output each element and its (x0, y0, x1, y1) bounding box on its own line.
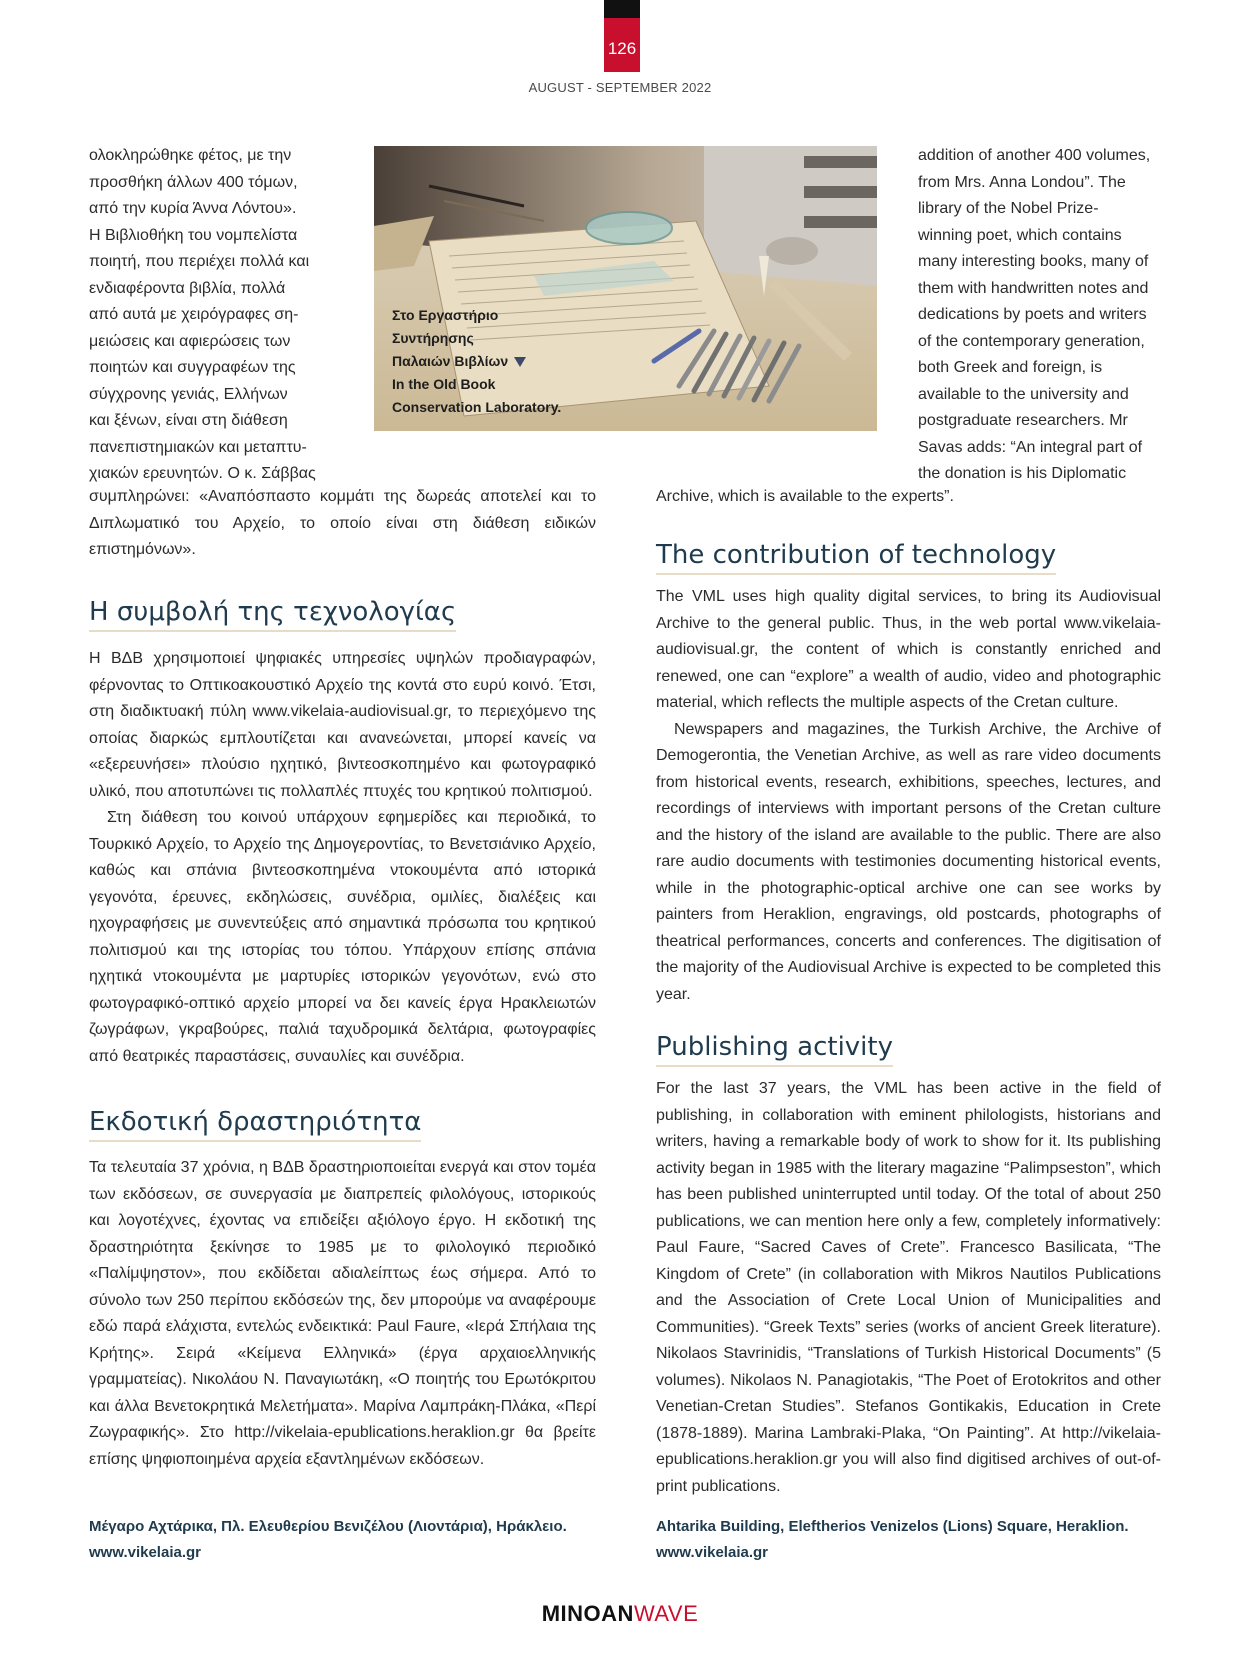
english-tech-body (656, 584, 1161, 1008)
greek-intro (89, 143, 332, 488)
english-intro-line: many interesting books, many of (918, 253, 1149, 270)
brand-logo (0, 1601, 1240, 1627)
greek-intro-line: ποιητών και συγγραφέων της (89, 359, 296, 376)
english-address-block (656, 1514, 1161, 1566)
caption-line-with-arrow (392, 350, 592, 373)
english-tech-heading-text: The contribution of technology (656, 540, 1056, 575)
greek-intro-line: προσθήκη άλλων 400 τόμων, (89, 173, 298, 191)
greek-intro-line: χιακών ερευνητών. Ο κ. Σάββας (89, 465, 316, 482)
page-number: 126 (607, 39, 637, 58)
english-intro-line: postgraduate researchers. Mr (918, 412, 1128, 429)
page-marker-cap (604, 0, 640, 18)
greek-publishing-heading (89, 1107, 421, 1142)
caption-line: Συντήρησης (392, 330, 474, 346)
english-tech-paragraph-2: Newspapers and magazines, the Turkish Archive, the Archive of Demogerontia, the Venetian Archive, as well as rare video documents from historical events, research, exhibitions, speeches, lectures, and recordings of interviews with important persons of the Cretan culture and the history of the island are available to the public. There are also rare audio documents with testimonies documenting historical events, while in the photographic-optical archive one can see works by painters from Heraklion, engravings, old postcards, photographs of theatrical performances, concerts and conferences. The digitisation of the majority of the Audiovisual Archive is expected to be completed this year. (656, 720, 1161, 1003)
greek-intro-line: σύγχρονης γενιάς, Ελλήνων (89, 385, 288, 403)
greek-tech-paragraph-1: Η ΒΔΒ χρησιμοποιεί ψηφιακές υπηρεσίες υψηλών προδιαγραφών, φέρνοντας το Οπτικοακουστικό Αρχείο της κοντά στο ευρύ κοινό. Έτσι, στη διαδικτυακή πύλη www.vikelaia-audiovisual.gr, το περιεχόμενο της οποίας διαρκώς εμπλουτίζεται και ανανεώνεται, μπορεί κανείς να «εξερευνήσει» πλούσιο ηχητικό, βιντεοσκοπημένο και φωτογραφικό υλικό, που αποτυπώνει τις πολλαπλές πτυχές του κρητικού πολιτισμού. (89, 650, 596, 800)
greek-tech-paragraph-2: Στη διάθεση του κοινού υπάρχουν εφημερίδες και περιοδικά, το Τουρκικό Αρχείο, το Αρχείο της Δημογεροντίας, το Βενετσιάνικο Αρχείο, καθώς και σπάνια βιντεοσκοπημένα ντοκουμέντα από ιστορικά γεγονότα, έρευνες, εκδηλώσεις, συνέδρια, ομιλίες, διαλέξεις και ηχογραφήσεις με συνεντεύξεις από σημαντικά πρόσωπα του κρητικού πολιτισμού και της ιστορίας του τόπου. Υπάρχουν επίσης σπάνια ηχητικά ντοκουμέντα με μαρτυρίες ιστορικών γεγονότων, ενώ στο φωτογραφικό-οπτικό αρχείο μπορεί να δει κανείς έργα Ηρακλειωτών ζωγράφων, γκραβούρες, παλιά ταχυδρομικά δελτάρια, φωτογραφίες από θεατρικές παραστάσεις, συναυλίες και συνέδρια. (89, 809, 596, 1065)
caption-line: Παλαιών Βιβλίων (392, 353, 509, 369)
english-main-column (656, 484, 1161, 511)
greek-intro-line: ενδιαφέροντα βιβλία, πολλά (89, 279, 286, 297)
caption-line: Conservation Laboratory. (392, 399, 562, 415)
english-intro-line: addition of another 400 volumes, (918, 147, 1151, 164)
english-tech-paragraph-1: The VML uses high quality digital services, to bring its Audiovisual Archive to the general public. Thus, in the web portal www.vikelaia-audiovisual.gr, the content of which is constantly enriched and renewed, one can “explore” a wealth of audio, video and photographic material, which reflects the multiple aspects of the Cretan culture. (656, 588, 1161, 711)
greek-tech-body (89, 646, 596, 1070)
greek-website-link[interactable]: www.vikelaia.gr (89, 1544, 201, 1561)
greek-address-block (89, 1514, 596, 1566)
english-intro-line: dedications by poets and writers (918, 306, 1147, 323)
english-intro-line: from Mrs. Anna Londou”. The (918, 173, 1126, 191)
greek-main-column (89, 484, 596, 564)
english-intro (918, 143, 1161, 488)
greek-tech-heading-text: Η συμβολή της τεχνολογίας (89, 597, 456, 632)
english-intro-line: both Greek and foreign, is (918, 359, 1103, 376)
english-publishing-heading-text: Publishing activity (656, 1032, 893, 1067)
greek-intro-line: Η Βιβλιοθήκη του νομπελίστα (89, 226, 298, 244)
triangle-down-icon (514, 357, 526, 367)
greek-publishing-paragraph: Τα τελευταία 37 χρόνια, η ΒΔΒ δραστηριοποιείται ενεργά και στον τομέα των εκδόσεων, σε συνεργασία με διαπρεπείς φιλολόγους, ιστορικούς και λογοτέχνες, έχοντας να επιδείξει αξιόλογο έργο. Η εκδοτική της δραστηριότητα ξεκίνησε το 1985 με το φιλολογικό περιοδικό «Παλίμψηστον», που εκδίδεται αδιαλείπτως έως σήμερα. Από το σύνολο των 250 περίπου εκδόσεών της, δεν μπορούμε να αναφέρουμε εδώ παρά ελάχιστα, εντελώς ενδεικτικά: Paul Faure, «Ιερά Σπήλαια της Κρήτης». Σειρά «Κείμενα Ελληνικά» (έργα αρχαιοελληνικής γραμματείας). Νικολάου Ν. Παναγιωτάκη, «Ο ποιητής του Ερωτόκριτου και άλλα Βενετοκρητικά Μελετήματα». Μαρίνα Λαμπράκη-Πλάκα, «Περί Ζωγραφικής». Στο http://vikelaia-epublications.heraklion.gr θα βρείτε επίσης ψηφιοποιημένα αρχεία εξαντλημένων εκδόσεων. (89, 1159, 596, 1468)
english-intro-line: them with handwritten notes and (918, 279, 1149, 297)
photo-caption (392, 304, 592, 419)
english-intro-end: Archive, which is available to the experts”. (656, 488, 954, 505)
greek-intro-line: μειώσεις και αφιερώσεις των (89, 332, 291, 350)
caption-line: In the Old Book (392, 376, 496, 392)
greek-intro-line: και ξένων, είναι στη διάθεση (89, 412, 288, 429)
greek-publishing-body (89, 1155, 596, 1473)
english-tech-heading (656, 540, 1056, 575)
greek-intro-end: συμπληρώνει: «Αναπόσπαστο κομμάτι της δωρεάς αποτελεί και το Διπλωματικό του Αρχείο, το οποίο είναι στη διάθεση ειδικών επιστημόνων». (89, 488, 596, 558)
english-publishing-paragraph: For the last 37 years, the VML has been active in the field of publishing, in collaboration with eminent philologists, historians and writers, having a remarkable body of work to show for it. Its publishing activity began in 1985 with the literary magazine “Palimpseston”, which has been published uninterrupted until today. Of the total of about 250 publications, we can mention here only a few, completely informatively: Paul Faure, “Sacred Caves of Crete”. Francesco Basilicata, “The Kingdom of Crete” (in collaboration with Mikros Nautilos Publications and the Association of Crete Local Union of Municipalities and Communities). “Greek Texts” series (works of ancient Greek literature). Nikolaos Stavrinidis, “Translations of Turkish Historical Documents” (5 volumes). Nikolaos N. Panagiotakis, “The Poet of Erotokritos and other Venetian-Cretan Studies”. Stefanos Gontikakis, Education in Crete (1878-1889). Marina Lambraki-Plaka, “On Painting”. At http://vikelaia-epublications.heraklion.gr you will also find digitised archives of out-of-print publications. (656, 1080, 1161, 1495)
greek-intro-line: ποιητή, που περιέχει πολλά και (89, 253, 310, 270)
page-number-tab (604, 18, 640, 72)
greek-tech-heading (89, 597, 456, 632)
greek-intro-line: ολοκληρώθηκε φέτος, με την (89, 147, 292, 164)
english-intro-line: Savas adds: “An integral part of (918, 438, 1143, 456)
greek-intro-line: πανεπιστημιακών και μεταπτυ- (89, 438, 307, 456)
english-intro-line: winning poet, which contains (918, 226, 1122, 244)
greek-intro-line: από αυτά με χειρόγραφες ση- (89, 306, 299, 323)
page-marker (604, 0, 640, 72)
english-intro-line: the donation is his Diplomatic (918, 465, 1127, 482)
greek-address: Μέγαρο Αχτάρικα, Πλ. Ελευθερίου Βενιζέλου (Λιοντάρια), Ηράκλειο. (89, 1518, 567, 1535)
english-intro-line: of the contemporary generation, (918, 332, 1145, 350)
caption-line: Στο Εργαστήριο (392, 307, 499, 323)
english-website-link[interactable]: www.vikelaia.gr (656, 1544, 768, 1561)
english-publishing-body (656, 1076, 1161, 1500)
greek-publishing-heading-text: Εκδοτική δραστηριότητα (89, 1107, 421, 1142)
brand-bold: MINOAN (541, 1601, 634, 1626)
brand-light: WAVE (633, 1601, 699, 1626)
greek-intro-line: από την κυρία Άννα Λόντου». (89, 200, 297, 217)
issue-date: AUGUST - SEPTEMBER 2022 (528, 80, 712, 95)
english-intro-line: available to the university and (918, 385, 1129, 403)
english-address: Ahtarika Building, Eleftherios Venizelos (Lions) Square, Heraklion. (656, 1518, 1129, 1535)
english-intro-line: library of the Nobel Prize- (918, 200, 1099, 217)
english-publishing-heading (656, 1032, 893, 1067)
